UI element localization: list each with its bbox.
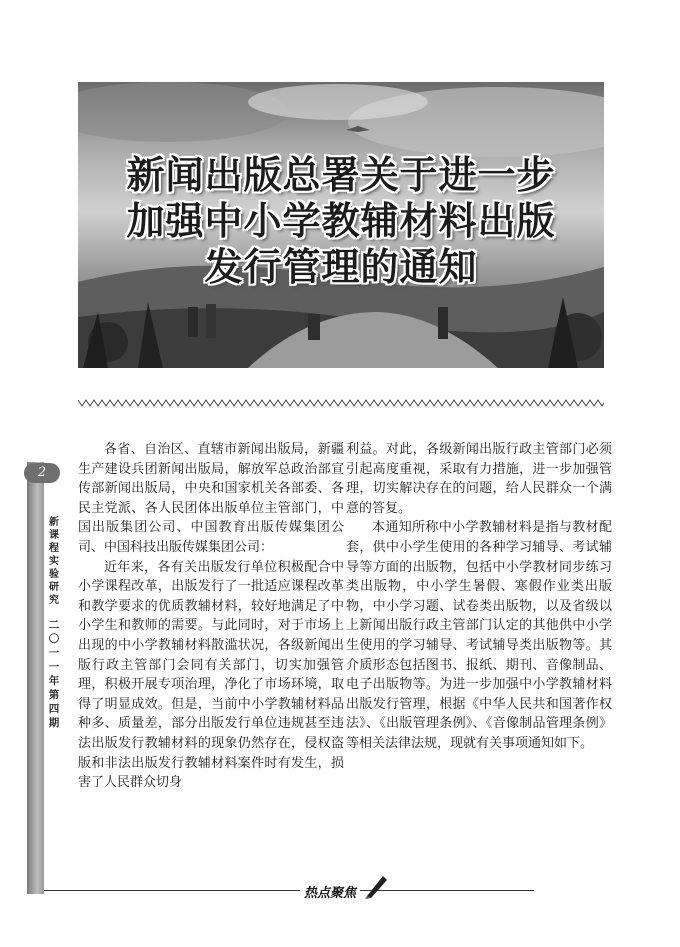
margin-strip	[27, 462, 44, 894]
paragraph-background: 近年来，各有关出版发行单位积极配合中小学课程改革，出版发行了一批适应课程改革和教学要求的优质教辅材料，较好地满足了中小学生和教师的需要。与此同时，对于市场上出现的中小学教辅材料散滥状况，各级新闻出版行政主管部门会同有关部门，切实加强管理，积极开展专项治理，净化了市场环境，取得了明显成效。但是，当前中小学教辅材料品种多、质量差，部分出版发行单位违规甚至违法出版发行教辅材料的现象仍然存在，侵权盗版和非法出版发行教辅材料案件时有发生，损害了人民群众切身	[78, 559, 344, 791]
article-title	[78, 152, 604, 290]
title-line-3: 发行管理的通知	[204, 245, 478, 289]
paragraph-salutation: 各省、自治区、直辖市新闻出版局，新疆生产建设兵团新闻出版局，解放军总政治部宣传部新闻出版局，中央和国家机关各部委、各民主党派、各人民团体出版单位主管部门，中国出版集团公司、中国教育出版传媒集团公司、中国科技出版传媒集团公司：	[78, 442, 344, 555]
zigzag-divider	[78, 398, 604, 408]
paragraph-definition: 本通知所称中小学教辅材料是指与教材配套，供中小学生使用的各种学习辅导、考试辅导等方面的出版物，包括中小学教材同步练习类出版物，中小学生暑假、寒假作业类出版物，中小学习题、试卷类出版物，以及省级以上新闻出版行政主管部门认定的其他供中小学生使用的学习辅导、考试辅导类出版物等。其介质形态包括图书、报纸、期刊、音像制品、电子出版物等。为进一步加强中小学教辅材料出版发行管理，根据《中华人民共和国著作权法》、《出版管理条例》、《音像制品管理条例》等相关法律法规，现就有关事项通知如下。	[346, 520, 612, 751]
title-line-2: 加强中小学教辅材料出版	[126, 199, 556, 243]
journal-name: 新课程实验研究	[49, 517, 59, 606]
left-column	[78, 440, 344, 793]
issue-label: 二〇一一年第四期	[48, 619, 60, 729]
page-number: 2	[24, 463, 60, 483]
pen-icon	[363, 872, 391, 900]
header-banner	[78, 82, 604, 368]
footer-rule	[44, 890, 534, 891]
section-label: 热点聚焦	[300, 882, 360, 901]
title-line-1: 新闻出版总署关于进一步	[126, 153, 556, 197]
paragraph-continuation: 利益。对此，各级新闻出版行政主管部门必须引起高度重视，采取有力措施，进一步加强管理，切实解决存在的问题，给人民群众一个满意的答复。	[346, 442, 612, 516]
right-column	[346, 440, 612, 754]
